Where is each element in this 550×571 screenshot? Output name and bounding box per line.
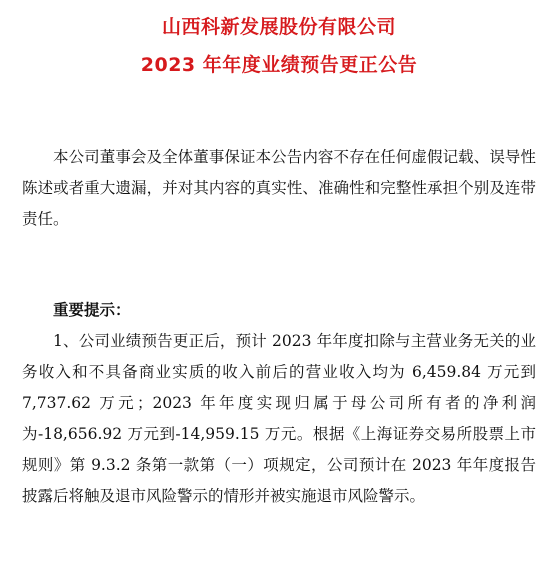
notice-item: 1、公司业绩预告更正后，预计 2023 年年度扣除与主营业务无关的业务收入和不具备商业实质的收入前后的营业收入均为 6,459.84 万元到 7,737.62 万元；2023 年年度实现归属于母公司所有者的净利润为-18,656.92 万元到-14,959.15 万元。根据《上海证券交易所股票上市规则》第 9.3.2 条第一款第（一）项规定，公司预计在 2023 年年度报告披露后将触及退市风险警示的情形并被实施退市风险警示。 (22, 332, 536, 505)
notice-title: 2023 年年度业绩预告更正公告 (140, 54, 418, 76)
important-notice-heading: 重要提示： (53, 301, 131, 319)
company-name: 山西科新发展股份有限公司 (161, 16, 396, 38)
board-statement: 本公司董事会及全体董事保证本公告内容不存在任何虚假记载、误导性陈述或者重大遗漏，并对其内容的真实性、准确性和完整性承担个别及连带责任。 (22, 148, 536, 228)
